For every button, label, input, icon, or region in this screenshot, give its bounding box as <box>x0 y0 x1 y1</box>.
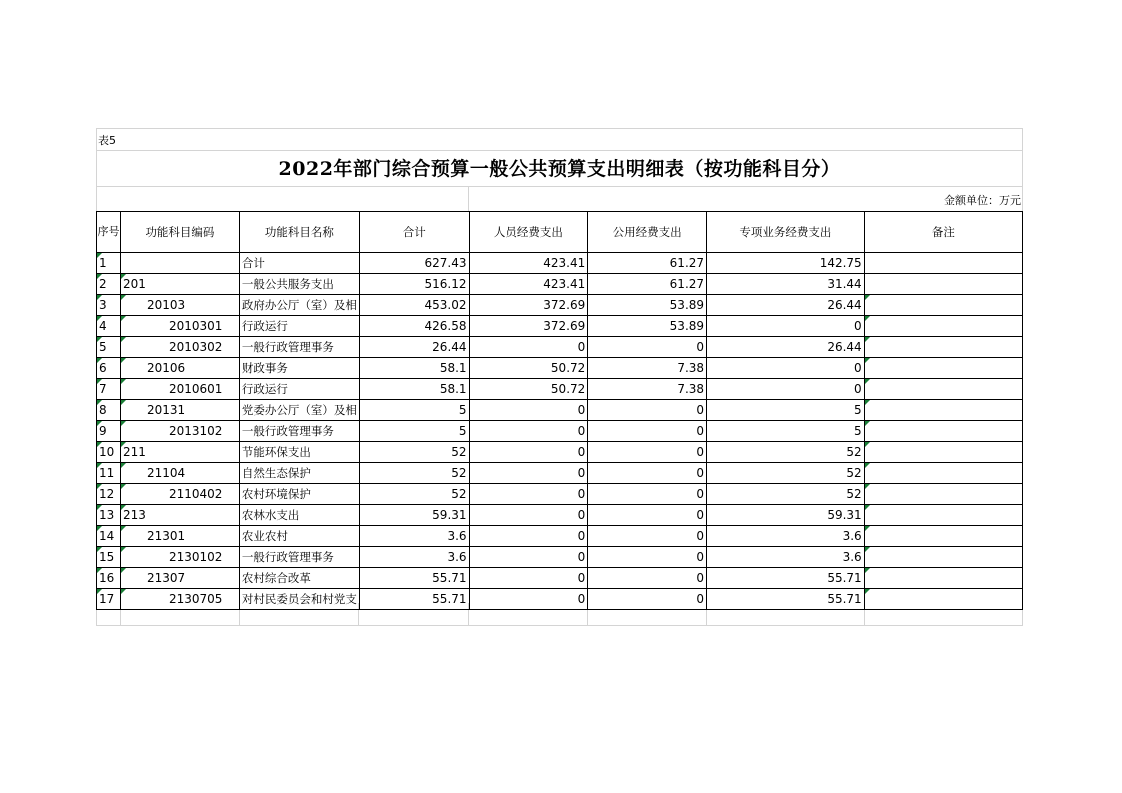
cell-personnel: 0 <box>469 589 588 610</box>
cell-name: 一般行政管理事务 <box>239 421 359 442</box>
table-row <box>97 442 1023 463</box>
cell-public: 0 <box>588 442 707 463</box>
cell-project: 52 <box>707 484 865 505</box>
cell-seq: 3 <box>97 295 121 316</box>
cell-seq: 13 <box>97 505 121 526</box>
cell-name: 行政运行 <box>239 316 359 337</box>
error-indicator-icon <box>121 295 126 300</box>
error-indicator-icon <box>121 379 126 384</box>
cell-total: 52 <box>359 442 469 463</box>
cell-code: 2013102 <box>120 421 239 442</box>
header-project: 专项业务经费支出 <box>707 212 865 253</box>
cell-name: 对村民委员会和村党支 <box>239 589 359 610</box>
cell-public: 0 <box>588 568 707 589</box>
cell-public: 0 <box>588 547 707 568</box>
cell-seq: 12 <box>97 484 121 505</box>
cell-name: 行政运行 <box>239 379 359 400</box>
cell-project: 142.75 <box>707 253 865 274</box>
cell-personnel: 0 <box>469 568 588 589</box>
header-code: 功能科目编码 <box>120 212 239 253</box>
table-row <box>97 295 1023 316</box>
error-indicator-icon <box>97 442 102 447</box>
cell-project: 55.71 <box>707 568 865 589</box>
cell-seq: 5 <box>97 337 121 358</box>
error-indicator-icon <box>97 358 102 363</box>
cell-seq: 1 <box>97 253 121 274</box>
error-indicator-icon <box>121 421 126 426</box>
cell-name: 合计 <box>239 253 359 274</box>
table-row <box>97 568 1023 589</box>
cell-seq: 17 <box>97 589 121 610</box>
error-indicator-icon <box>121 484 126 489</box>
cell-public: 7.38 <box>588 379 707 400</box>
error-indicator-icon <box>121 358 126 363</box>
table-row <box>97 400 1023 421</box>
error-indicator-icon <box>121 337 126 342</box>
error-indicator-icon <box>97 337 102 342</box>
cell-project: 3.6 <box>707 526 865 547</box>
cell-total: 55.71 <box>359 568 469 589</box>
cell-personnel: 50.72 <box>469 379 588 400</box>
cell-seq: 9 <box>97 421 121 442</box>
cell-personnel: 372.69 <box>469 295 588 316</box>
error-indicator-icon <box>865 484 870 489</box>
cell-code: 2010601 <box>120 379 239 400</box>
header-name: 功能科目名称 <box>239 212 359 253</box>
error-indicator-icon <box>865 421 870 426</box>
cell-note <box>864 526 1022 547</box>
cell-name: 财政事务 <box>239 358 359 379</box>
cell-personnel: 0 <box>469 547 588 568</box>
table-row <box>97 589 1023 610</box>
error-indicator-icon <box>121 505 126 510</box>
cell-public: 0 <box>588 589 707 610</box>
error-indicator-icon <box>121 589 126 594</box>
table-row <box>97 505 1023 526</box>
gridline <box>96 186 1023 187</box>
header-total: 合计 <box>359 212 469 253</box>
error-indicator-icon <box>97 295 102 300</box>
error-indicator-icon <box>97 379 102 384</box>
cell-public: 0 <box>588 337 707 358</box>
header-row <box>97 212 1023 253</box>
error-indicator-icon <box>865 316 870 321</box>
cell-code: 21307 <box>120 568 239 589</box>
cell-total: 52 <box>359 463 469 484</box>
table-row <box>97 274 1023 295</box>
cell-note <box>864 337 1022 358</box>
cell-public: 0 <box>588 400 707 421</box>
cell-note <box>864 421 1022 442</box>
error-indicator-icon <box>121 463 126 468</box>
cell-name: 节能环保支出 <box>239 442 359 463</box>
cell-code: 21301 <box>120 526 239 547</box>
cell-name: 党委办公厅（室）及相 <box>239 400 359 421</box>
cell-code: 213 <box>120 505 239 526</box>
gridline <box>96 625 1023 626</box>
table-row <box>97 379 1023 400</box>
cell-project: 59.31 <box>707 505 865 526</box>
error-indicator-icon <box>121 316 126 321</box>
error-indicator-icon <box>97 316 102 321</box>
cell-seq: 8 <box>97 400 121 421</box>
header-note: 备注 <box>864 212 1022 253</box>
header-public: 公用经费支出 <box>588 212 707 253</box>
error-indicator-icon <box>97 274 102 279</box>
cell-public: 7.38 <box>588 358 707 379</box>
cell-seq: 7 <box>97 379 121 400</box>
cell-personnel: 372.69 <box>469 316 588 337</box>
error-indicator-icon <box>97 505 102 510</box>
error-indicator-icon <box>97 463 102 468</box>
cell-seq: 6 <box>97 358 121 379</box>
cell-total: 58.1 <box>359 379 469 400</box>
cell-code: 20103 <box>120 295 239 316</box>
cell-seq: 16 <box>97 568 121 589</box>
error-indicator-icon <box>121 568 126 573</box>
gridline <box>96 150 1023 151</box>
cell-total: 3.6 <box>359 547 469 568</box>
error-indicator-icon <box>865 568 870 573</box>
error-indicator-icon <box>865 337 870 342</box>
cell-project: 52 <box>707 463 865 484</box>
cell-public: 61.27 <box>588 253 707 274</box>
cell-note <box>864 316 1022 337</box>
cell-personnel: 0 <box>469 505 588 526</box>
cell-total: 3.6 <box>359 526 469 547</box>
cell-project: 3.6 <box>707 547 865 568</box>
table-row <box>97 421 1023 442</box>
table-row <box>97 463 1023 484</box>
cell-note <box>864 568 1022 589</box>
cell-personnel: 423.41 <box>469 274 588 295</box>
cell-personnel: 0 <box>469 421 588 442</box>
cell-total: 58.1 <box>359 358 469 379</box>
cell-name: 一般公共服务支出 <box>239 274 359 295</box>
cell-note <box>864 358 1022 379</box>
table-title: 2022年部门综合预算一般公共预算支出明细表（按功能科目分） <box>278 158 841 180</box>
table-row <box>97 547 1023 568</box>
cell-name: 农村综合改革 <box>239 568 359 589</box>
cell-code: 20131 <box>120 400 239 421</box>
cell-total: 59.31 <box>359 505 469 526</box>
sheet-label: 表5 <box>98 134 116 147</box>
table-row <box>97 316 1023 337</box>
cell-note <box>864 463 1022 484</box>
error-indicator-icon <box>97 526 102 531</box>
unit-label: 金额单位：万元 <box>944 194 1021 207</box>
cell-total: 5 <box>359 400 469 421</box>
header-personnel: 人员经费支出 <box>469 212 588 253</box>
cell-total: 627.43 <box>359 253 469 274</box>
error-indicator-icon <box>865 589 870 594</box>
cell-seq: 10 <box>97 442 121 463</box>
cell-note <box>864 442 1022 463</box>
error-indicator-icon <box>865 547 870 552</box>
cell-public: 61.27 <box>588 274 707 295</box>
cell-project: 0 <box>707 358 865 379</box>
error-indicator-icon <box>121 274 126 279</box>
error-indicator-icon <box>97 421 102 426</box>
error-indicator-icon <box>97 589 102 594</box>
cell-public: 53.89 <box>588 295 707 316</box>
error-indicator-icon <box>121 547 126 552</box>
cell-public: 0 <box>588 421 707 442</box>
cell-seq: 2 <box>97 274 121 295</box>
table-row <box>97 253 1023 274</box>
cell-name: 自然生态保护 <box>239 463 359 484</box>
cell-personnel: 0 <box>469 463 588 484</box>
cell-personnel: 423.41 <box>469 253 588 274</box>
cell-code <box>120 253 239 274</box>
cell-personnel: 0 <box>469 337 588 358</box>
cell-code: 21104 <box>120 463 239 484</box>
cell-code: 20106 <box>120 358 239 379</box>
cell-code: 2010301 <box>120 316 239 337</box>
error-indicator-icon <box>97 568 102 573</box>
cell-note <box>864 253 1022 274</box>
error-indicator-icon <box>97 253 102 258</box>
error-indicator-icon <box>97 400 102 405</box>
cell-seq: 11 <box>97 463 121 484</box>
cell-project: 0 <box>707 316 865 337</box>
cell-total: 516.12 <box>359 274 469 295</box>
error-indicator-icon <box>865 463 870 468</box>
cell-note <box>864 274 1022 295</box>
error-indicator-icon <box>865 400 870 405</box>
cell-code: 2130102 <box>120 547 239 568</box>
cell-note <box>864 484 1022 505</box>
cell-total: 453.02 <box>359 295 469 316</box>
cell-code: 2010302 <box>120 337 239 358</box>
error-indicator-icon <box>865 505 870 510</box>
cell-personnel: 0 <box>469 484 588 505</box>
error-indicator-icon <box>865 379 870 384</box>
cell-personnel: 50.72 <box>469 358 588 379</box>
table-row <box>97 526 1023 547</box>
error-indicator-icon <box>865 358 870 363</box>
cell-seq: 4 <box>97 316 121 337</box>
error-indicator-icon <box>97 484 102 489</box>
header-seq: 序号 <box>97 212 121 253</box>
cell-note <box>864 400 1022 421</box>
cell-project: 26.44 <box>707 337 865 358</box>
cell-seq: 15 <box>97 547 121 568</box>
cell-public: 0 <box>588 526 707 547</box>
gridline <box>96 128 1023 129</box>
error-indicator-icon <box>121 526 126 531</box>
cell-project: 26.44 <box>707 295 865 316</box>
cell-note <box>864 295 1022 316</box>
cell-project: 0 <box>707 379 865 400</box>
cell-total: 426.58 <box>359 316 469 337</box>
cell-project: 52 <box>707 442 865 463</box>
cell-name: 农业农村 <box>239 526 359 547</box>
cell-total: 55.71 <box>359 589 469 610</box>
cell-project: 31.44 <box>707 274 865 295</box>
cell-personnel: 0 <box>469 442 588 463</box>
cell-name: 一般行政管理事务 <box>239 337 359 358</box>
error-indicator-icon <box>865 526 870 531</box>
cell-code: 2110402 <box>120 484 239 505</box>
table-row <box>97 484 1023 505</box>
cell-project: 55.71 <box>707 589 865 610</box>
error-indicator-icon <box>97 547 102 552</box>
gridline <box>468 186 469 211</box>
cell-total: 52 <box>359 484 469 505</box>
cell-note <box>864 547 1022 568</box>
cell-personnel: 0 <box>469 526 588 547</box>
cell-code: 2130705 <box>120 589 239 610</box>
cell-total: 26.44 <box>359 337 469 358</box>
cell-code: 211 <box>120 442 239 463</box>
cell-note <box>864 589 1022 610</box>
cell-code: 201 <box>120 274 239 295</box>
error-indicator-icon <box>121 400 126 405</box>
cell-name: 政府办公厅（室）及相 <box>239 295 359 316</box>
table-row <box>97 337 1023 358</box>
cell-name: 农林水支出 <box>239 505 359 526</box>
cell-public: 0 <box>588 463 707 484</box>
cell-public: 53.89 <box>588 316 707 337</box>
cell-note <box>864 379 1022 400</box>
error-indicator-icon <box>121 442 126 447</box>
cell-public: 0 <box>588 505 707 526</box>
budget-table <box>96 211 1023 610</box>
table-body <box>97 253 1023 610</box>
cell-total: 5 <box>359 421 469 442</box>
table-row <box>97 358 1023 379</box>
cell-project: 5 <box>707 421 865 442</box>
error-indicator-icon <box>865 295 870 300</box>
cell-note <box>864 505 1022 526</box>
cell-name: 农村环境保护 <box>239 484 359 505</box>
cell-project: 5 <box>707 400 865 421</box>
error-indicator-icon <box>865 442 870 447</box>
cell-name: 一般行政管理事务 <box>239 547 359 568</box>
cell-public: 0 <box>588 484 707 505</box>
cell-seq: 14 <box>97 526 121 547</box>
cell-personnel: 0 <box>469 400 588 421</box>
